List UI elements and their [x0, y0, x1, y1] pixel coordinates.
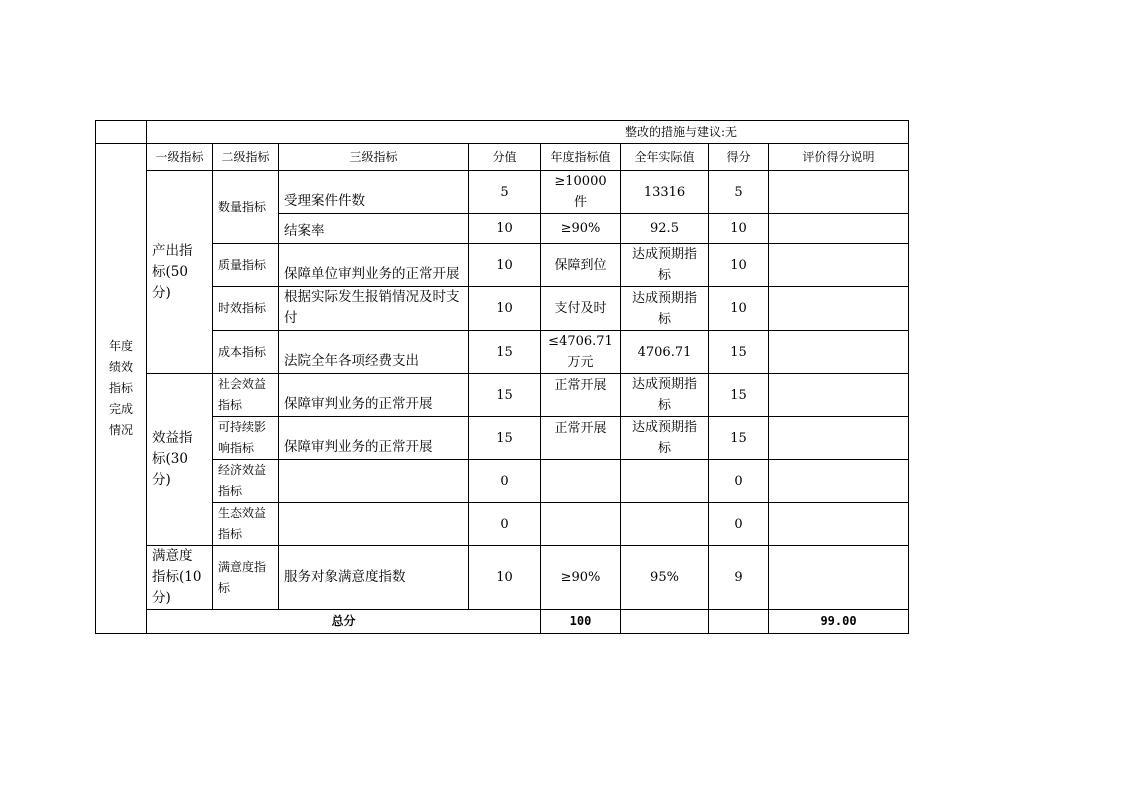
header-level3: 三级指标 — [279, 144, 469, 171]
target-cell: 正常开展 — [541, 417, 621, 460]
actual-cell: 4706.71 — [621, 331, 709, 374]
note-cell — [769, 171, 909, 214]
target-cell — [541, 503, 621, 546]
note-cell — [769, 417, 909, 460]
table-row — [96, 244, 909, 287]
level3-cell — [279, 503, 469, 546]
target-cell — [541, 460, 621, 503]
actual-cell: 达成预期指 标 — [621, 374, 709, 417]
level2-cell: 成本指标 — [213, 331, 279, 374]
level2-cell: 满意度指 标 — [213, 546, 279, 610]
header-evaluation-note: 评价得分说明 — [769, 144, 909, 171]
level2-cell: 质量指标 — [213, 244, 279, 287]
score-cell: 15 — [709, 374, 769, 417]
note-cell — [769, 287, 909, 331]
score-value-cell: 10 — [469, 214, 541, 244]
score-cell: 10 — [709, 287, 769, 331]
total-actual-cell — [709, 610, 769, 634]
note-cell — [769, 214, 909, 244]
level3-cell: 保障单位审判业务的正常开展 — [279, 244, 469, 287]
actual-cell — [621, 460, 709, 503]
group-benefit: 效益指 标(30 分) — [147, 374, 213, 546]
score-value-cell: 15 — [469, 374, 541, 417]
level2-cell: 时效指标 — [213, 287, 279, 331]
table-row — [96, 331, 909, 374]
header-score: 得分 — [709, 144, 769, 171]
target-cell: 正常开展 — [541, 374, 621, 417]
score-cell: 10 — [709, 214, 769, 244]
actual-cell — [621, 503, 709, 546]
level2-cell: 生态效益 指标 — [213, 503, 279, 546]
table-row — [96, 546, 909, 610]
note-cell — [769, 244, 909, 287]
score-value-cell: 0 — [469, 460, 541, 503]
side-label: 年度 绩效 指标 完成 情况 — [96, 144, 147, 634]
score-cell: 0 — [709, 460, 769, 503]
level3-cell: 法院全年各项经费支出 — [279, 331, 469, 374]
performance-table — [95, 120, 909, 634]
header-level1: 一级指标 — [147, 144, 213, 171]
score-cell: 0 — [709, 503, 769, 546]
level2-cell: 社会效益 指标 — [213, 374, 279, 417]
actual-cell: 达成预期指 标 — [621, 417, 709, 460]
level3-cell: 服务对象满意度指数 — [279, 546, 469, 610]
note-cell — [769, 546, 909, 610]
target-cell: 保障到位 — [541, 244, 621, 287]
table-row — [96, 287, 909, 331]
target-cell: 支付及时 — [541, 287, 621, 331]
note-row — [96, 121, 909, 144]
score-cell: 10 — [709, 244, 769, 287]
note-cell — [769, 331, 909, 374]
score-cell: 9 — [709, 546, 769, 610]
score-value-cell: 10 — [469, 244, 541, 287]
score-cell: 15 — [709, 331, 769, 374]
target-cell: ≤4706.71 万元 — [541, 331, 621, 374]
blank-cell — [96, 121, 147, 144]
score-value-cell: 10 — [469, 546, 541, 610]
level3-cell: 根据实际发生报销情况及时支 付 — [279, 287, 469, 331]
header-row — [96, 144, 909, 171]
level2-cell: 经济效益 指标 — [213, 460, 279, 503]
score-value-cell: 15 — [469, 331, 541, 374]
target-cell: ≥90% — [541, 214, 621, 244]
table-row — [96, 417, 909, 460]
header-actual-value: 全年实际值 — [621, 144, 709, 171]
rectification-note: 整改的措施与建议:无 — [147, 121, 909, 144]
actual-cell: 92.5 — [621, 214, 709, 244]
score-value-cell: 10 — [469, 287, 541, 331]
header-annual-target: 年度指标值 — [541, 144, 621, 171]
group-satisfaction: 满意度 指标(10 分) — [147, 546, 213, 610]
actual-cell: 达成预期指 标 — [621, 287, 709, 331]
table-row — [96, 171, 909, 214]
score-value-cell: 15 — [469, 417, 541, 460]
target-cell: ≥90% — [541, 546, 621, 610]
level2-cell: 数量指标 — [213, 171, 279, 244]
header-level2: 二级指标 — [213, 144, 279, 171]
score-cell: 5 — [709, 171, 769, 214]
group-output: 产出指 标(50 分) — [147, 171, 213, 374]
note-cell — [769, 460, 909, 503]
total-score-value: 100 — [541, 610, 621, 634]
total-label: 总分 — [147, 610, 541, 634]
actual-cell: 13316 — [621, 171, 709, 214]
note-cell — [769, 374, 909, 417]
score-value-cell: 0 — [469, 503, 541, 546]
total-row — [96, 610, 909, 634]
score-value-cell: 5 — [469, 171, 541, 214]
level3-cell: 保障审判业务的正常开展 — [279, 417, 469, 460]
level3-cell: 保障审判业务的正常开展 — [279, 374, 469, 417]
level2-cell: 可持续影 响指标 — [213, 417, 279, 460]
note-cell — [769, 503, 909, 546]
target-cell: ≥10000 件 — [541, 171, 621, 214]
level3-cell: 结案率 — [279, 214, 469, 244]
level3-cell — [279, 460, 469, 503]
score-cell: 15 — [709, 417, 769, 460]
actual-cell: 95% — [621, 546, 709, 610]
table-row — [96, 460, 909, 503]
header-score-value: 分值 — [469, 144, 541, 171]
actual-cell: 达成预期指 标 — [621, 244, 709, 287]
table-row — [96, 374, 909, 417]
total-score: 99.00 — [769, 610, 909, 634]
level3-cell: 受理案件件数 — [279, 171, 469, 214]
total-target-cell — [621, 610, 709, 634]
table-row — [96, 503, 909, 546]
